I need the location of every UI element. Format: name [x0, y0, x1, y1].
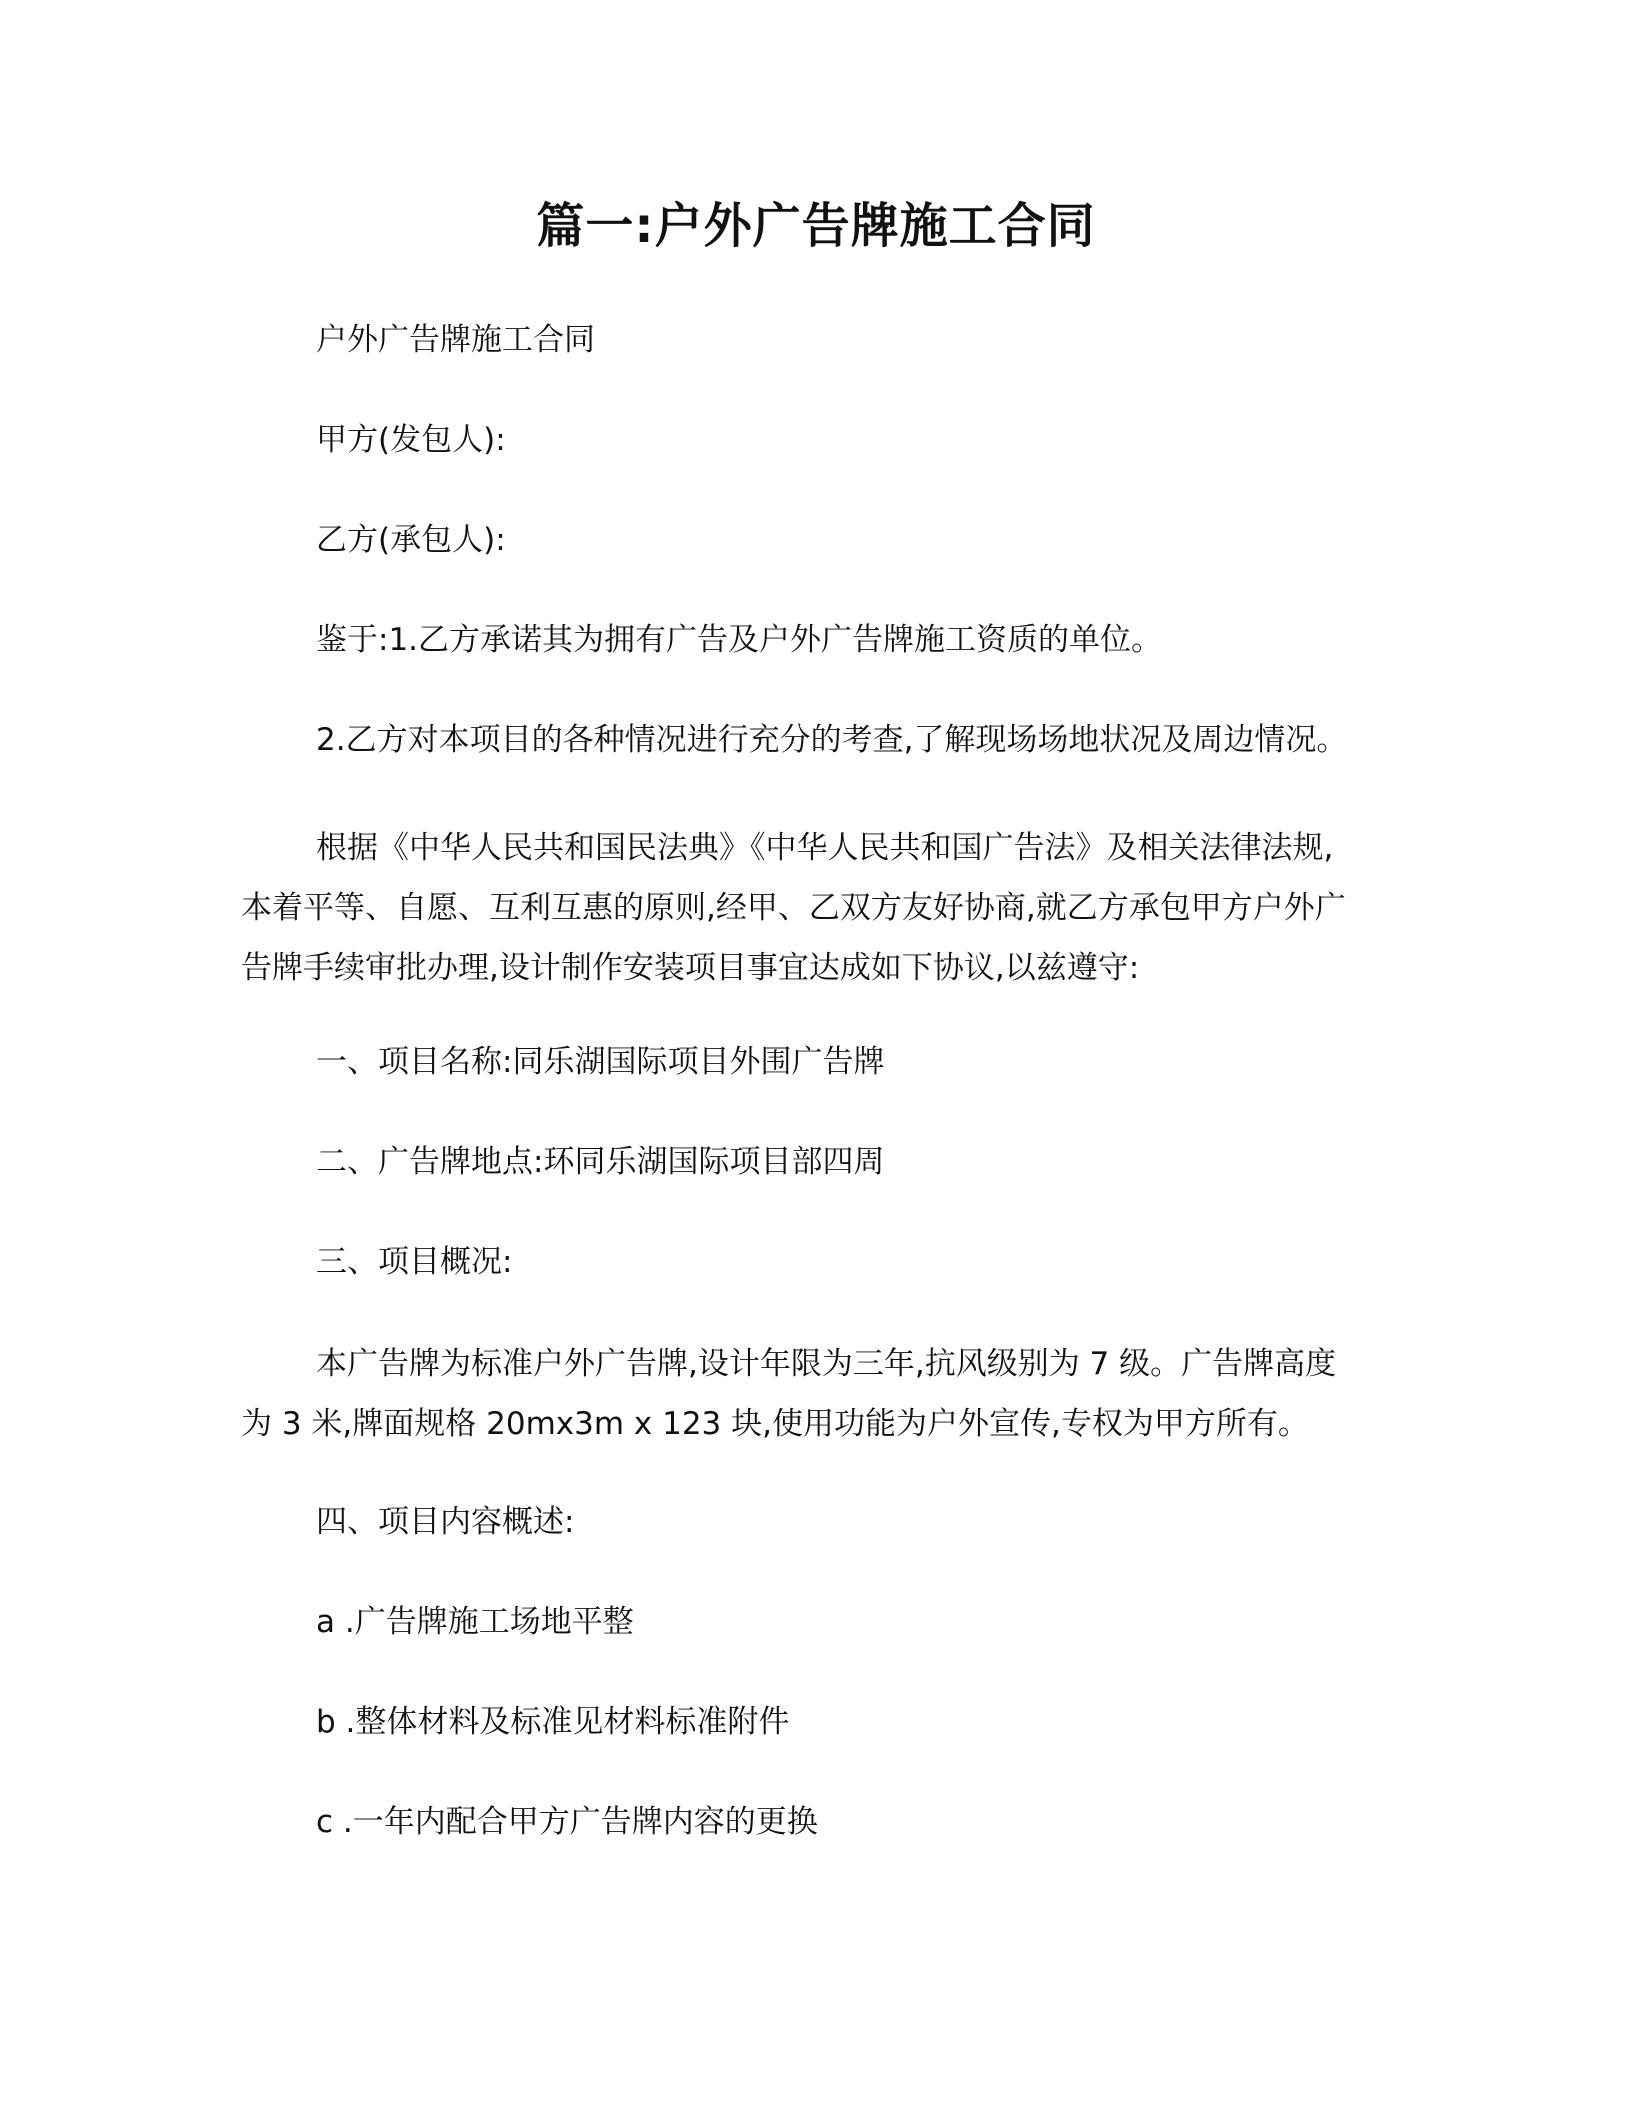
item-content-heading: 四、项目内容概述:: [316, 1504, 575, 1540]
overview-line-2: 为 3 米,牌面规格 20mx3m x 123 块,使用功能为户外宣传,专权为甲方所有。: [241, 1406, 1309, 1442]
item-project-overview-heading: 三、项目概况:: [316, 1244, 513, 1280]
party-b-line: 乙方(承包人):: [316, 522, 506, 558]
content-item-a: a .广告牌施工场地平整: [316, 1604, 634, 1640]
party-a-line: 甲方(发包人):: [316, 422, 506, 458]
contract-subtitle: 户外广告牌施工合同: [316, 322, 595, 358]
basis-line-3: 告牌手续审批办理,设计制作安装项目事宜达成如下协议,以兹遵守:: [241, 950, 1140, 986]
content-item-c: c .一年内配合甲方广告牌内容的更换: [316, 1804, 818, 1840]
overview-line-1: 本广告牌为标准户外广告牌,设计年限为三年,抗风级别为 7 级。广告牌高度: [316, 1346, 1337, 1382]
document-title: 篇一:户外广告牌施工合同: [536, 198, 1096, 254]
item-project-name: 一、项目名称:同乐湖国际项目外围广告牌: [316, 1044, 885, 1080]
whereas-clause-2: 2.乙方对本项目的各种情况进行充分的考查,了解现场场地状况及周边情况。: [316, 722, 1348, 758]
basis-line-2: 本着平等、自愿、互利互惠的原则,经甲、乙双方友好协商,就乙方承包甲方户外广: [241, 890, 1346, 926]
content-item-b: b .整体材料及标准见材料标准附件: [316, 1704, 790, 1740]
whereas-clause-1: 鉴于:1.乙方承诺其为拥有广告及户外广告牌施工资质的单位。: [316, 622, 1163, 658]
overview-paragraph: [241, 1334, 1391, 1454]
basis-line-1: 根据《中华人民共和国民法典》《中华人民共和国广告法》及相关法律法规,: [316, 830, 1334, 866]
basis-paragraph: [241, 818, 1391, 998]
item-billboard-location: 二、广告牌地点:环同乐湖国际项目部四周: [316, 1144, 885, 1180]
